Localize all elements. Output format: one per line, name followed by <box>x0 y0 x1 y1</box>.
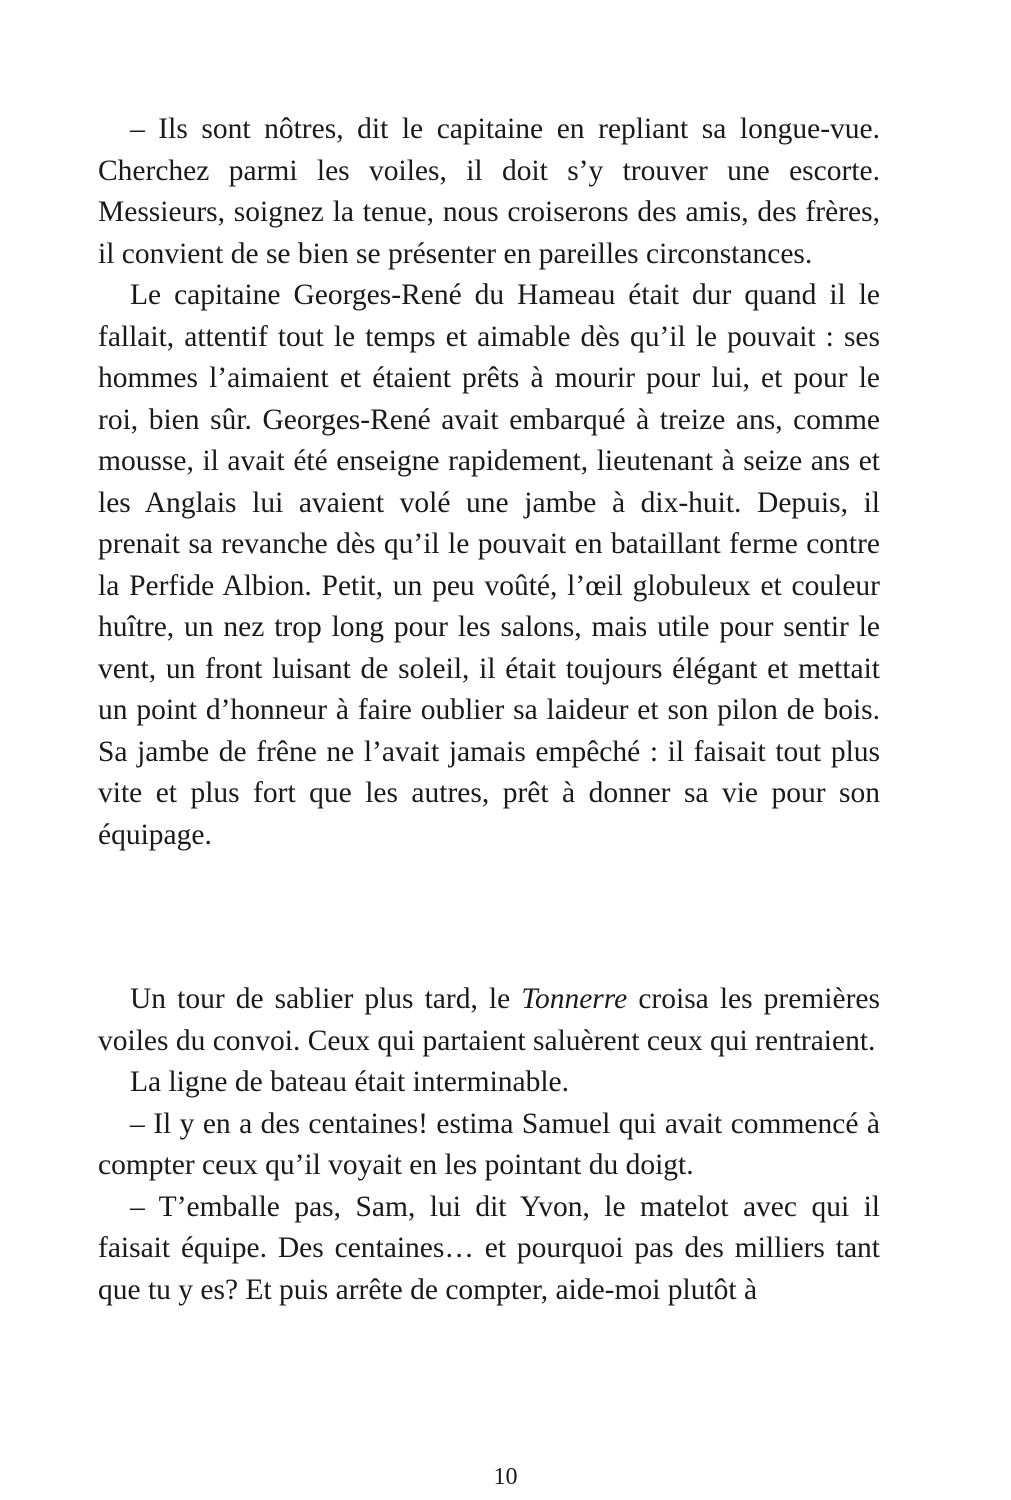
text-section-2 <box>98 979 880 1311</box>
paragraph-convoy-end: croisa les premières voiles du convoi. Ceux qui partaient saluèrent ceux qui rentraient. <box>98 983 880 1057</box>
paragraph-yvon-dialogue: – T’emballe pas, Sam, lui dit Yvon, le matelot avec qui il faisait équipe. Des centaines… et pourquoi pas des milliers tant que tu y es? Et puis arrête de compter, aide-moi plutôt à <box>98 1190 880 1306</box>
ship-name: Tonnerre <box>521 983 628 1015</box>
paragraph-ship-line: La ligne de bateau était interminable. <box>130 1066 570 1098</box>
paragraph-convoy <box>98 979 880 1062</box>
text-section-1 <box>98 109 880 856</box>
paragraph-samuel-dialogue: – Il y en a des centaines! estima Samuel qui avait commencé à compter ceux qu’il voyait en les pointant du doigt. <box>98 1107 880 1181</box>
page-number: 10 <box>493 1464 518 1490</box>
paragraph-captain-description: Le capitaine Georges-René du Hameau était dur quand il le fallait, attentif tout le temps et aimable dès qu’il le pouvait : ses hommes l’aimaient et étaient prêts à mourir pour lui, et pour le roi, bien sûr. Georges-René avait embarqué à treize ans, comme mousse, il avait été enseigne rapidement, lieutenant à seize ans et les Anglais lui avaient volé une jambe à dix-huit. Depuis, il prenait sa revanche dès qu’il le pouvait en bataillant ferme contre la Perfide Albion. Petit, un peu voûté, l’œil globuleux et couleur huître, un nez trop long pour les salons, mais utile pour sentir le vent, un front luisant de soleil, il était toujours élégant et mettait un point d’honneur à faire oublier sa laideur et son pilon de bois. Sa jambe de frêne ne l’avait jamais empêché : il faisait tout plus vite et plus fort que les autres, prêt à donner sa vie pour son équipage. <box>98 279 880 851</box>
paragraph-convoy-start: Un tour de sablier plus tard, le <box>130 983 522 1015</box>
paragraph-captain-dialogue: – Ils sont nôtres, dit le capitaine en repliant sa longue-vue. Cherchez parmi les voiles, il doit s’y trouver une escorte. Messieurs, soignez la tenue, nous croiserons des amis, des frères, il convient de se bien se présenter en pareilles circonstances. <box>98 113 880 270</box>
